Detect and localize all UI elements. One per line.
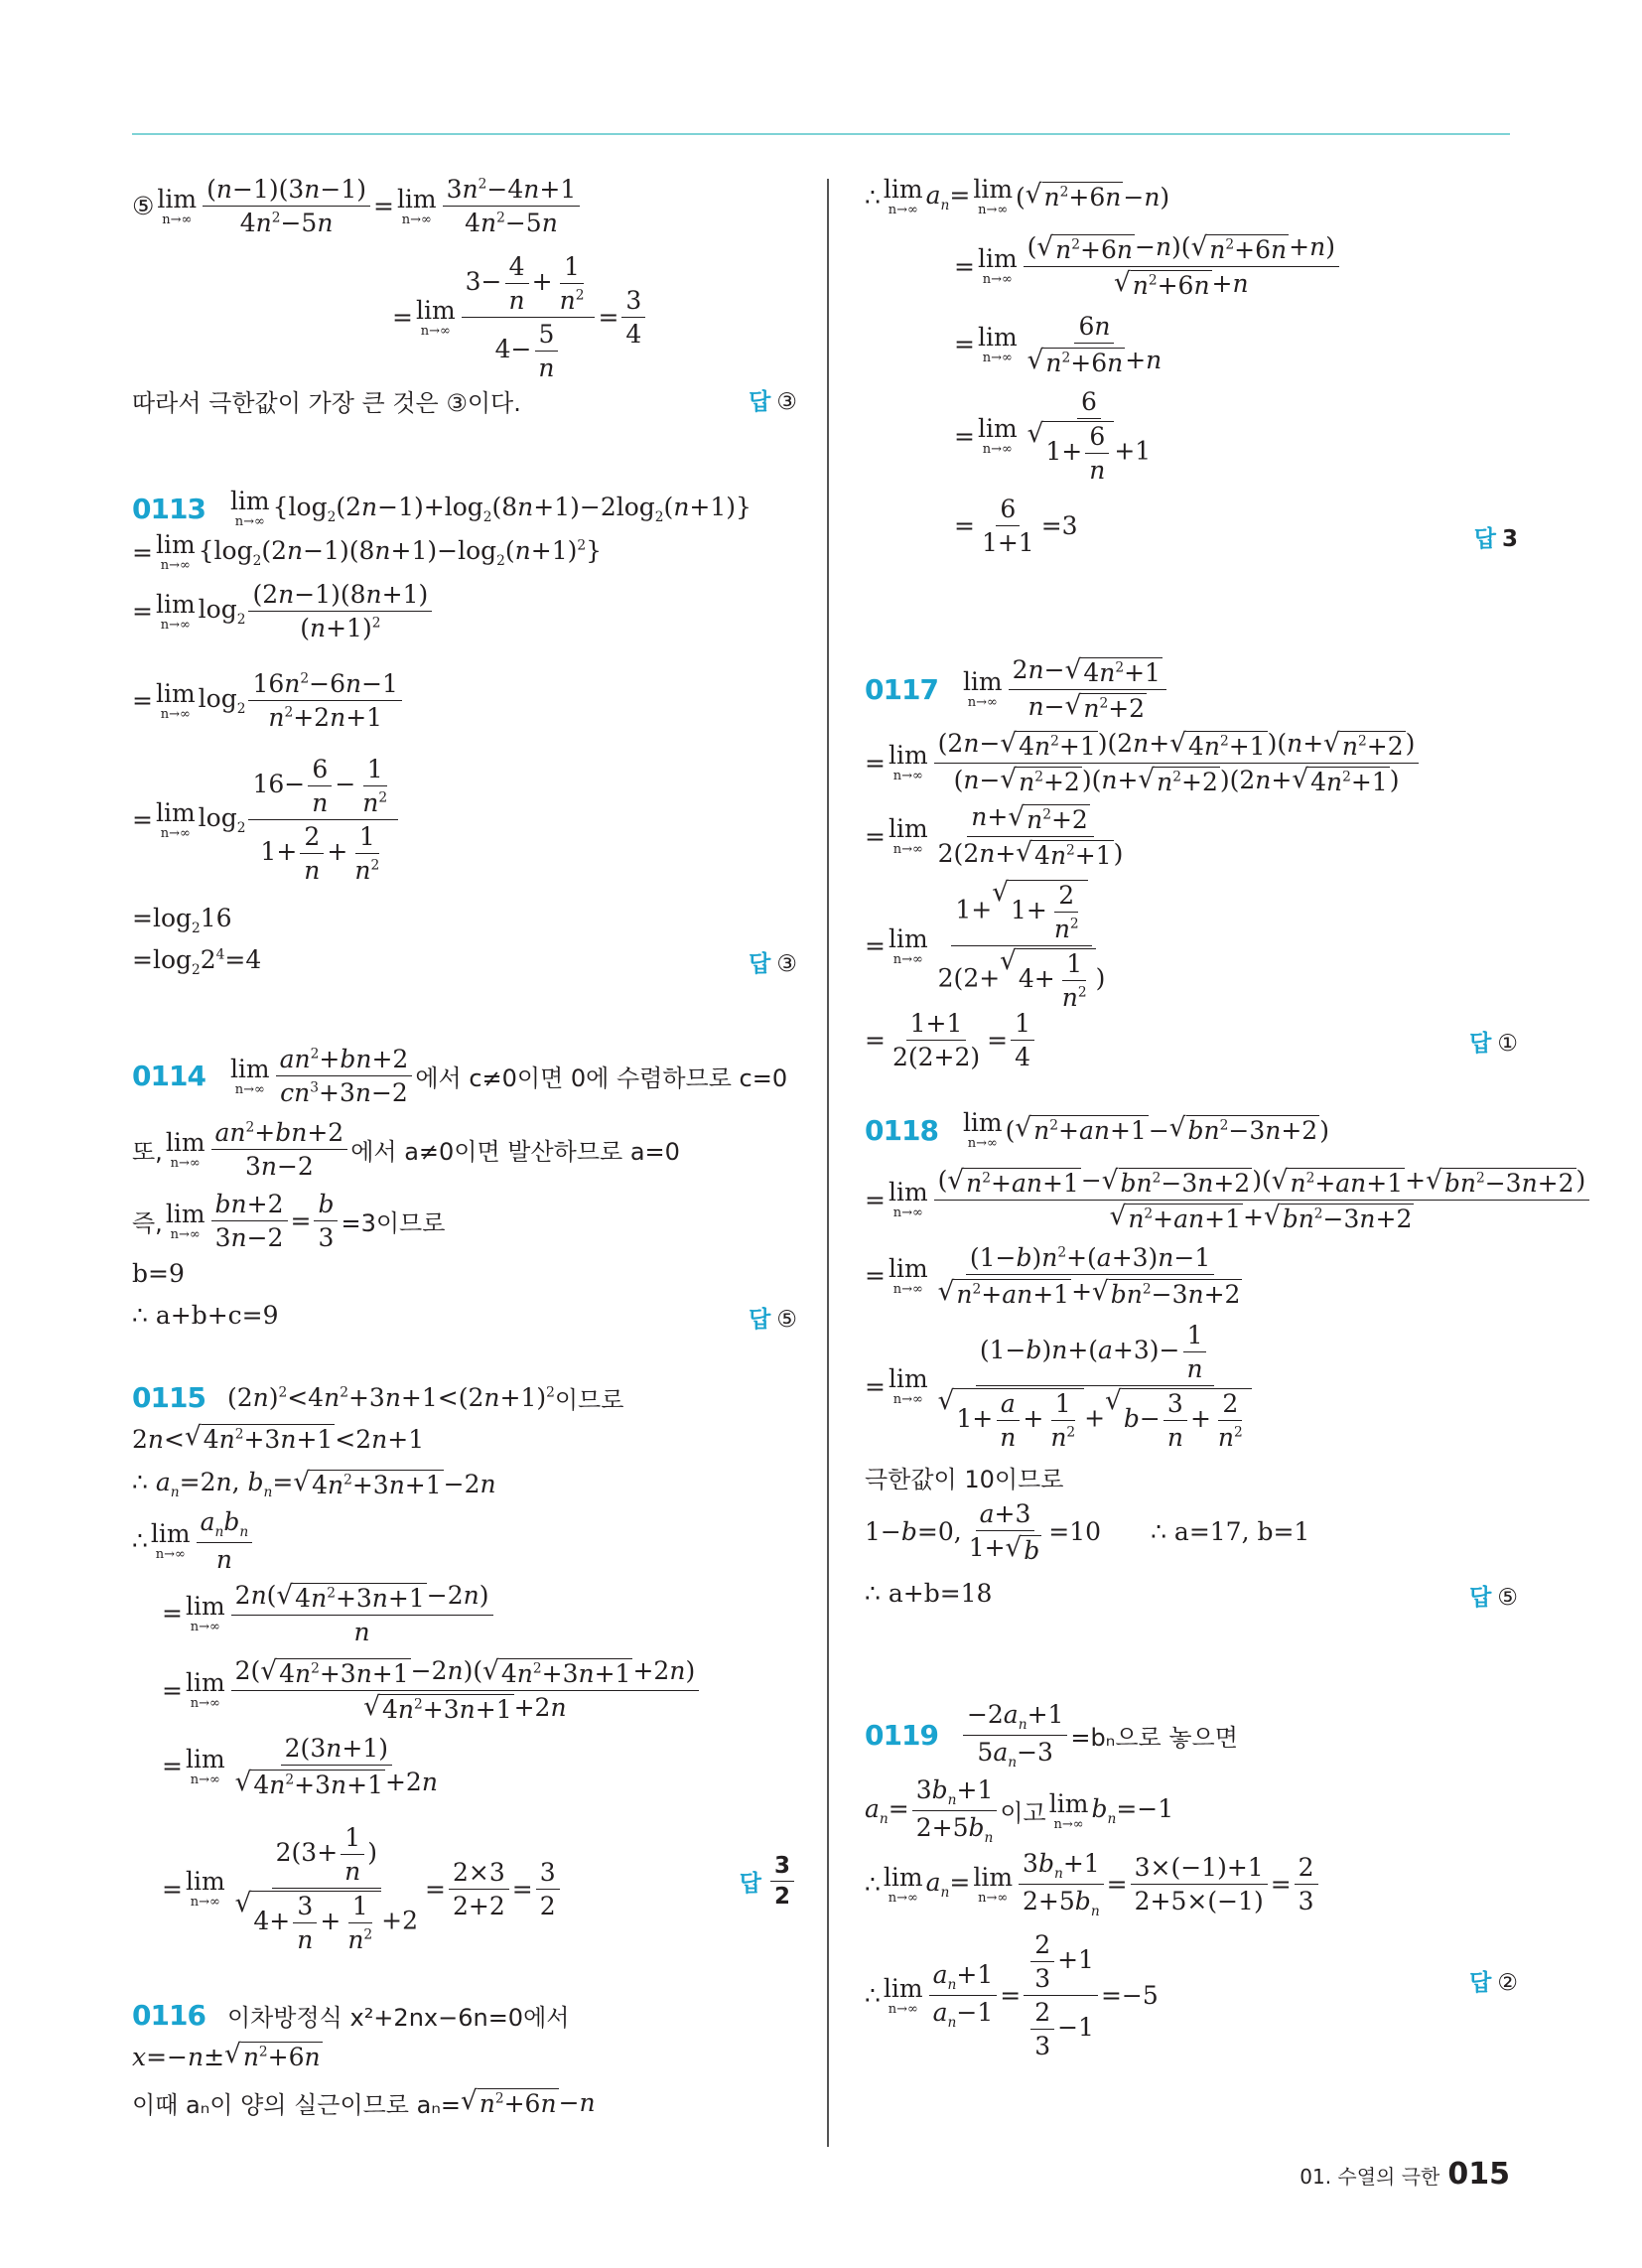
left-column <box>132 167 797 2117</box>
page-number: 015 <box>1447 2157 1510 2192</box>
problem-number: 0119 <box>865 1719 938 1752</box>
problem-0116: 0116 이차방정식 x²+2nx−6n=0에서 x=−n± √ $n^2+6n$ 이때 aₙ이 양의 실근이므로 aₙ= √ $n^2+6n$ −n <box>132 1999 596 2119</box>
page-footer <box>1300 2157 1510 2192</box>
answer-0115: 답 $\frac{3}{2}$ <box>740 1853 797 1910</box>
problem-0113: 0113 lim n→∞ $\{\log_2(2n-1)+\log_2(8n+1)-2\log_2(n+1)\}$ = lim n→∞ $\{\log_2(2n-1)(8n+1)-\log_2(n+1)^2\}$ = lim n→∞ $\log_2$ $\frac{(2n-1)(8n+1)}{(n+1)^2}$ = lim n→∞ $\log_2$ $\frac{16n^2-6n-1}{n^2+2n+1}$ = lim n→∞ $\log_2$ 16− $\frac{6}{n}$ − $\frac{1}{n^2}$ 1+ $\frac{2}{n}$ + $\frac{1}{n^2}$ $=\log_216$ $=\log_22^4=4$ 답 ③ <box>132 487 797 978</box>
problem-number: 0115 <box>132 1381 205 1414</box>
header-rule <box>132 133 1510 135</box>
problem-number: 0118 <box>865 1113 938 1147</box>
right-column <box>865 167 1586 2060</box>
answer-0112: 답 ③ <box>749 389 797 415</box>
problem-0119: 0119 $\frac{-2a_n+1}{5a_n-3}$ =bₙ으로 놓으면 $a_n=$ $\frac{3b_n+1}{2+5b_n}$ 이고 lim n→∞ $b_n=-1$ ∴ lim n→∞ $a_n=$ lim n→∞ $\frac{3b_n+1}{2+5b_n}$ = $\frac{3\times(-1)+1}{2+5\times(-1)}$ = $\frac{2}{3}$ ∴ lim n→∞ $\frac{a_n+1}{a_n-1}$ = $\frac{2}{3}$ +1 $\frac{2}{3}$ −1 =−5 답 ② <box>865 1700 1518 2060</box>
problem-0118: 0118 lim n→∞ ( √ $n^2+an+1$ − √ $bn^2-3n+2$ ) = lim n→∞ ( √ $n^2+an+1$ − √ $bn^2-3n+2$ )( √ $n^2+an+1$ + √ $bn^2-3n+2$ ) √ $n^2+an+1$ + √ $bn^2-3n+2$ = lim n→∞ $(1-b)n^2+(a+3)n-1$ √ $n^2+an+1$ + √ $bn^2-3n+2$ = lim n→∞ (1−b)n+(a+3)− $\frac{1}{n}$ √ 1+ $\frac{a}{n}$ + $\frac{1}{n^2}$ + √ b− $\frac{3}{n}$ + $\frac{2}{n^2}$ 극한값이 10이므로 1−b=0, a+3 1+ √ b =10 ∴ a=17, b=1 ∴ a+b=18 답 ⑤ <box>865 1110 1518 1627</box>
problem-number: 0117 <box>865 672 938 706</box>
answer-0118: 답 ⑤ <box>1469 1585 1518 1611</box>
column-divider <box>827 179 829 2147</box>
conclusion-text: 따라서 극한값이 가장 큰 것은 ③이다. <box>132 389 521 417</box>
answer-0117: 답 ① <box>1469 1031 1518 1057</box>
problem-number: 0114 <box>132 1060 205 1092</box>
choice-label: ⑤ <box>132 192 155 220</box>
chapter-title: 01. 수열의 극한 <box>1300 2165 1440 2189</box>
problem-0112-tail: ⑤ lim n→∞ $\frac{(n-1)(3n-1)}{4n^2-5n}$ = lim n→∞ $\frac{3n^2-4n+1}{4n^2-5n}$ = lim n→∞ 3− $\frac{4}{n}$ + $\frac{1}{n^2}$ 4− $\frac{5}{n}$ = $\frac{3}{4}$ 따라서 극한값이 가장 큰 것은 ③이다. 답 ③ <box>132 175 797 417</box>
answer-0116: 답 3 <box>1473 526 1518 552</box>
answer-0119: 답 ② <box>1469 1970 1518 1996</box>
problem-0115: 0115 $(2n)^2<4n^2+3n+1<(2n+1)^2$ 이므로 2n< √ $4n^2+3n+1$ <2n+1 ∴ $a_n=2n$, $b_n=$ √ $4n^2+3n+1$ −2n ∴ lim n→∞ $\frac{a_nb_n}{n}$ = lim n→∞ 2n( √ $4n^2+3n+1$ −2n) n = lim n→∞ 2( √ $4n^2+3n+1$ −2n)( √ $4n^2+3n+1$ +2n) √ $4n^2+3n+1$ +2n = lim n→∞ 2(3n+1) √ $4n^2+3n+1$ +2n = lim n→∞ 2(3+ $\frac{1}{n}$ ) √ 4+ $\frac{3}{n}$ + $\frac{1}{n^2}$ +2 = $\frac{2\times 3}{2+2}$ = $\frac{3}{2}$ 답 $\frac{3}{2}$ <box>132 1380 797 1966</box>
problem-0114: 0114 lim n→∞ $\frac{an^2+bn+2}{cn^3+3n-2}$ 에서 c≠0이면 0에 수렴하므로 c=0 또, lim n→∞ $\frac{an^2+bn+2}{3n-2}$ 에서 a≠0이면 발산하므로 a=0 즉, lim n→∞ $\frac{bn+2}{3n-2}$ = $\frac{b}{3}$ =3이므로 b=9 ∴ a+b+c=9 답 ⑤ <box>132 1045 797 1333</box>
problem-0117: 0117 lim n→∞ 2n− √ $4n^2+1$ n− √ $n^2+2$ = lim n→∞ (2n− √ $4n^2+1$ )(2n+ √ $4n^2+1$ )(n+ √ $n^2+2$ ) (n− √ $n^2+2$ )(n+ √ $n^2+2$ )(2n+ √ $4n^2+1$ ) = lim n→∞ n+ √ $n^2+2$ 2(2n+ √ $4n^2+1$ ) = lim n→∞ 1+ √ 1+ $\frac{2}{n^2}$ 2(2+ √ 4+ $\frac{1}{n^2}$ ) = $\frac{1+1}{2(2+2)}$ = $\frac{1}{4}$ 답 ① <box>865 654 1518 1071</box>
problem-0116-continued: ∴ lim n→∞ $a_n=$ lim n→∞ ( √ $n^2+6n$ −n) = lim n→∞ ( √ $n^2+6n$ −n)( √ $n^2+6n$ +n) √ $n^2+6n$ +n = lim n→∞ 6n √ $n^2+6n$ +n = lim n→∞ 6 √ 1+ $\frac{6}{n}$ +1 = $\frac{6}{1+1}$ =3 답 3 <box>865 175 1518 557</box>
answer-0114: 답 ⑤ <box>749 1307 797 1333</box>
problem-number: 0113 <box>132 492 205 525</box>
answer-0113: 답 ③ <box>749 951 797 977</box>
problem-number: 0116 <box>132 1999 205 2032</box>
